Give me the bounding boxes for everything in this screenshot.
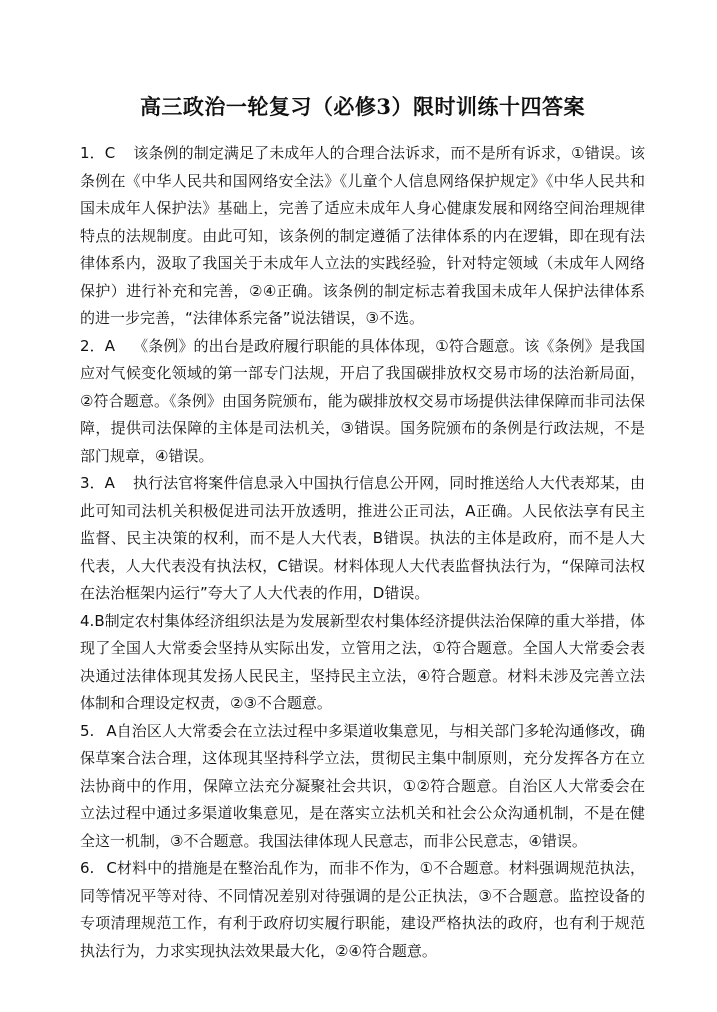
answer-number: 3． xyxy=(80,474,105,492)
answer-choice: C xyxy=(104,144,116,162)
answer-item-3 xyxy=(80,470,645,608)
answer-choice: A xyxy=(104,336,116,355)
answer-item-1 xyxy=(80,140,645,333)
answer-explanation: 《条例》的出台是政府履行职能的具体体现，①符合题意。该《条例》是我国应对气候变化领域的第一部专门法规，开启了我国碳排放权交易市场的法治新局面，②符合题意。《条例》由国务院颁布，能为碳排放权交易市场提供法律保障而非司法保障，提供司法保障的主体是司法机关，③错误。国务院颁布的条例是行政法规，不是部门规章，④错误。 xyxy=(80,336,646,465)
answer-choice: A xyxy=(104,474,115,492)
answer-choice: A xyxy=(106,721,117,740)
answer-number: 6. xyxy=(80,859,95,877)
answer-choice: B xyxy=(94,611,105,630)
answer-item-4 xyxy=(80,608,645,718)
answer-explanation: 材料中的措施是在整治乱作为，而非不作为，①不合题意。材料强调规范执法，同等情况平等对待、不同情况差别对待强调的是公正执法，③不合题意。监控设备的专项清理规范工作，有利于政府切实履行职能，建设严格执法的政府，也有利于规范执法行为，力求实现执法效果最大化，②④符合题意。 xyxy=(80,859,645,960)
answer-explanation: 该条例的制定满足了未成年人的合理合法诉求，而不是所有诉求，①错误。该条例在《中华人民共和国网络安全法》《儿童个人信息网络保护规定》《中华人民共和国未成年人保护法》基础上，完善了适应未成年人身心健康发展和网络空间治理规律特点的法规制度。由此可知，该条例的制定遵循了法律体系的内在逻辑，即在现有法律体系内，汲取了我国关于未成年人立法的实践经验，针对特定领域（未成年人网络保护）进行补充和完善，②④正确。该条例的制定标志着我国未成年人保护法律体系的进一步完善，“法律体系完备”说法错误，③不选。 xyxy=(80,144,646,327)
answer-item-5 xyxy=(80,718,645,856)
answer-number: 5. xyxy=(80,721,95,740)
answer-explanation: 执行法官将案件信息录入中国执行信息公开网，同时推送给人大代表郑某，由此可知司法机关积极促进司法开放透明，推进公正司法，A正确。人民依法享有民主监督、民主决策的权利，而不是人大代表，B错误。执法的主体是政府，而不是人大代表，人大代表没有执法权，C错误。材料体现人大代表监督执法行为，“保障司法权在法治框架内运行”夸大了人大代表的作用，D错误。 xyxy=(80,474,645,602)
answer-number: 1． xyxy=(80,144,105,162)
answer-number: 2． xyxy=(80,336,105,355)
answer-item-2 xyxy=(80,333,645,471)
answer-number: 4. xyxy=(80,611,95,630)
answer-item-6 xyxy=(80,855,645,965)
answer-explanation: 自治区人大常委会在立法过程中多渠道收集意见，与相关部门多轮沟通修改，确保草案合法合理，这体现其坚持科学立法，贯彻民主集中制原则，充分发挥各方在立法协商中的作用，保障立法充分凝聚社会共识，①②符合题意。自治区人大常委会在立法过程中通过多渠道收集意见，是在落实立法机关和社会公众沟通机制，不是在健全这一机制，③不合题意。我国法律体现人民意志，而非公民意志，④错误。 xyxy=(80,721,645,850)
page-title: 高三政治一轮复习（必修3）限时训练十四答案 xyxy=(139,94,586,119)
answer-choice: C xyxy=(106,859,117,877)
answer-explanation: 制定农村集体经济组织法是为发展新型农村集体经济提供法治保障的重大举措，体现了全国人大常委会坚持从实际出发，立管用之法，①符合题意。全国人大常委会表决通过法律体现其发扬人民民主，坚持民主立法，④符合题意。材料未涉及完善立法体制和合理设定权责，②③不合题意。 xyxy=(80,611,645,712)
